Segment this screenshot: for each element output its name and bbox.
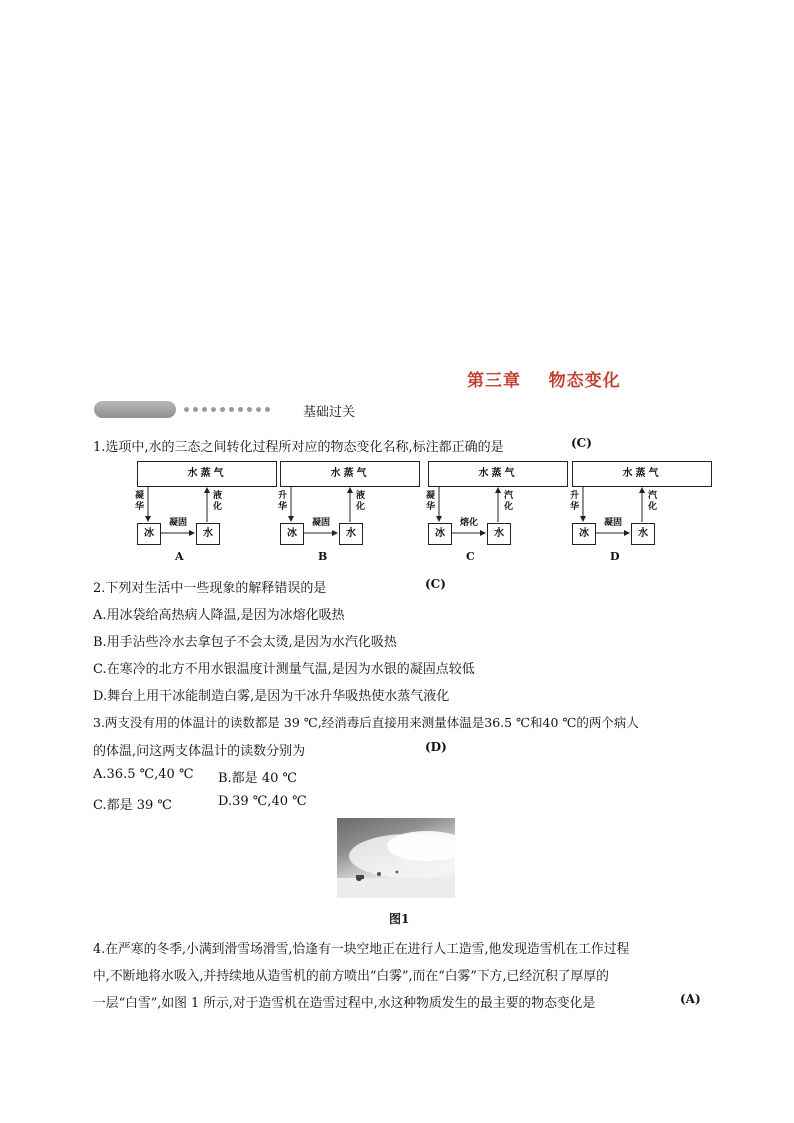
right-transition-label: 汽化 [504, 491, 514, 512]
q4-text-line1: 4.在严寒的冬季,小满到滑雪场滑雪,恰逢有一块空地正在进行人工造雪,他发现造雪机在工作过程 [93, 942, 630, 957]
transition-arrows [428, 461, 568, 561]
vapor-box: 水蒸气 [280, 461, 420, 487]
ice-box: 冰 [280, 523, 304, 545]
q3-answer: (D) [425, 740, 447, 754]
ice-box: 冰 [572, 523, 596, 545]
q3-option-a: A.36.5 ℃,40 ℃ [93, 767, 194, 782]
water-box: 水 [631, 523, 655, 545]
option-letter: D [610, 550, 620, 563]
q2-option-a: A.用冰袋给高热病人降温,是因为冰熔化吸热 [93, 608, 345, 623]
bottom-transition-label: 熔化 [460, 518, 479, 528]
q1-text: 1.选项中,水的三态之间转化过程所对应的物态变化名称,标注都正确的是 [93, 440, 504, 455]
water-box: 水 [339, 523, 363, 545]
vapor-box: 水蒸气 [428, 461, 568, 487]
q3-option-d: D.39 ℃,40 ℃ [218, 794, 307, 809]
q1-answer: (C) [571, 436, 592, 450]
q3-option-b: B.都是 40 ℃ [218, 771, 298, 786]
vapor-box: 水蒸气 [572, 461, 712, 487]
diagram-b [280, 461, 420, 566]
left-transition-label: 凝华 [135, 491, 145, 512]
bottom-transition-label: 凝固 [604, 518, 623, 528]
right-transition-label: 汽化 [648, 491, 658, 512]
option-letter: C [466, 550, 475, 563]
figure-caption: 图1 [389, 912, 410, 926]
option-letter: B [318, 550, 328, 563]
q2-option-c: C.在寒冷的北方不用水银温度计测量气温,是因为水银的凝固点较低 [93, 662, 475, 677]
q2-option-b: B.用手沾些冷水去拿包子不会太烫,是因为水汽化吸热 [93, 635, 397, 650]
transition-arrows [280, 461, 420, 561]
transition-arrows [572, 461, 712, 561]
q2-text: 2.下列对生活中一些现象的解释错误的是 [93, 581, 327, 596]
diagram-d [572, 461, 712, 566]
ice-box: 冰 [137, 523, 161, 545]
right-transition-label: 液化 [356, 491, 366, 512]
left-transition-label: 升华 [570, 491, 580, 512]
vapor-box: 水蒸气 [137, 461, 277, 487]
chapter-title: 第三章 物态变化 [467, 371, 621, 391]
section-label: 基础过关 [303, 405, 356, 420]
diagram-c [428, 461, 568, 566]
water-box: 水 [196, 523, 220, 545]
snow-scene [337, 818, 455, 898]
q4-text-line2: 中,不断地将水吸入,并持续地从造雪机的前方喷出“白雾”,而在“白雾”下方,已经沉积了厚厚的 [93, 969, 609, 984]
q2-answer: (C) [425, 577, 446, 591]
bottom-transition-label: 凝固 [312, 518, 331, 528]
option-letter: A [175, 550, 184, 563]
section-dots-decoration [184, 407, 270, 413]
left-transition-label: 凝华 [426, 491, 436, 512]
q3-text-line2: 的体温,问这两支体温计的读数分别为 [93, 744, 306, 759]
q3-option-c: C.都是 39 ℃ [93, 798, 172, 813]
water-box: 水 [487, 523, 511, 545]
right-transition-label: 液化 [213, 491, 223, 512]
bottom-transition-label: 凝固 [169, 518, 188, 528]
section-pill-decoration [94, 401, 176, 418]
snow-machine-photo [337, 818, 455, 898]
left-transition-label: 升华 [278, 491, 288, 512]
q3-text-line1: 3.两支没有用的体温计的读数都是 39 ℃,经消毒后直接用来测量体温是36.5 ℃和40 ℃的两个病人 [93, 715, 639, 730]
q2-option-d: D.舞台上用干冰能制造白雾,是因为干冰升华吸热使水蒸气液化 [93, 689, 450, 704]
q4-text-line3: 一层“白雪”,如图 1 所示,对于造雪机在造雪过程中,水这种物质发生的最主要的物态变化是 [93, 996, 596, 1011]
transition-arrows [137, 461, 277, 561]
section-header [94, 401, 394, 419]
q4-answer: (A) [680, 992, 701, 1006]
ice-box: 冰 [428, 523, 452, 545]
diagram-a [137, 461, 277, 566]
